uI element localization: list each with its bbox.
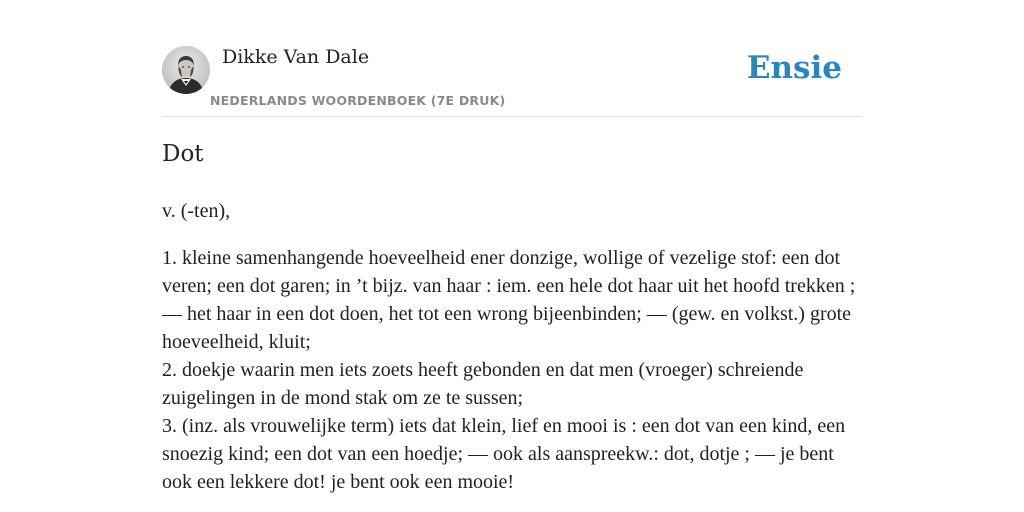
- author-avatar[interactable]: [162, 46, 210, 94]
- ensie-logo[interactable]: Ensie: [746, 50, 842, 86]
- entry-definition: [162, 244, 862, 496]
- entry-header: [162, 46, 862, 117]
- sense-1: 1. kleine samenhangende hoeveelheid ener donzige, wollige of vezelige stof: een dot veren; een dot garen; in ’t bijz. van haar : iem. een hele dot haar uit het hoofd trekken ; — het haar in een dot doen, het tot een wrong bijeenbinden; — (gew. en volkst.) grote hoeveelheid, kluit;: [162, 247, 856, 353]
- sense-2: 2. doekje waarin men iets zoets heeft gebonden en dat men (vroeger) schreiende zuigelingen in de mond stak om ze te sussen;: [162, 359, 804, 409]
- sense-3: 3. (inz. als vrouwelijke term) iets dat klein, lief en mooi is : een dot van een kind, een snoezig kind; een dot van een hoedje; — ook als aanspreekw.: dot, dotje ; — je bent ook een lekkere dot! je bent ook een mooie!: [162, 415, 846, 493]
- source-name[interactable]: NEDERLANDS WOORDENBOEK (7E DRUK): [210, 93, 506, 108]
- entry-content: [162, 138, 862, 496]
- author-name[interactable]: Dikke Van Dale: [222, 46, 370, 68]
- entry-grammar: v. (-ten),: [162, 200, 231, 222]
- entry-term: Dot: [162, 141, 204, 167]
